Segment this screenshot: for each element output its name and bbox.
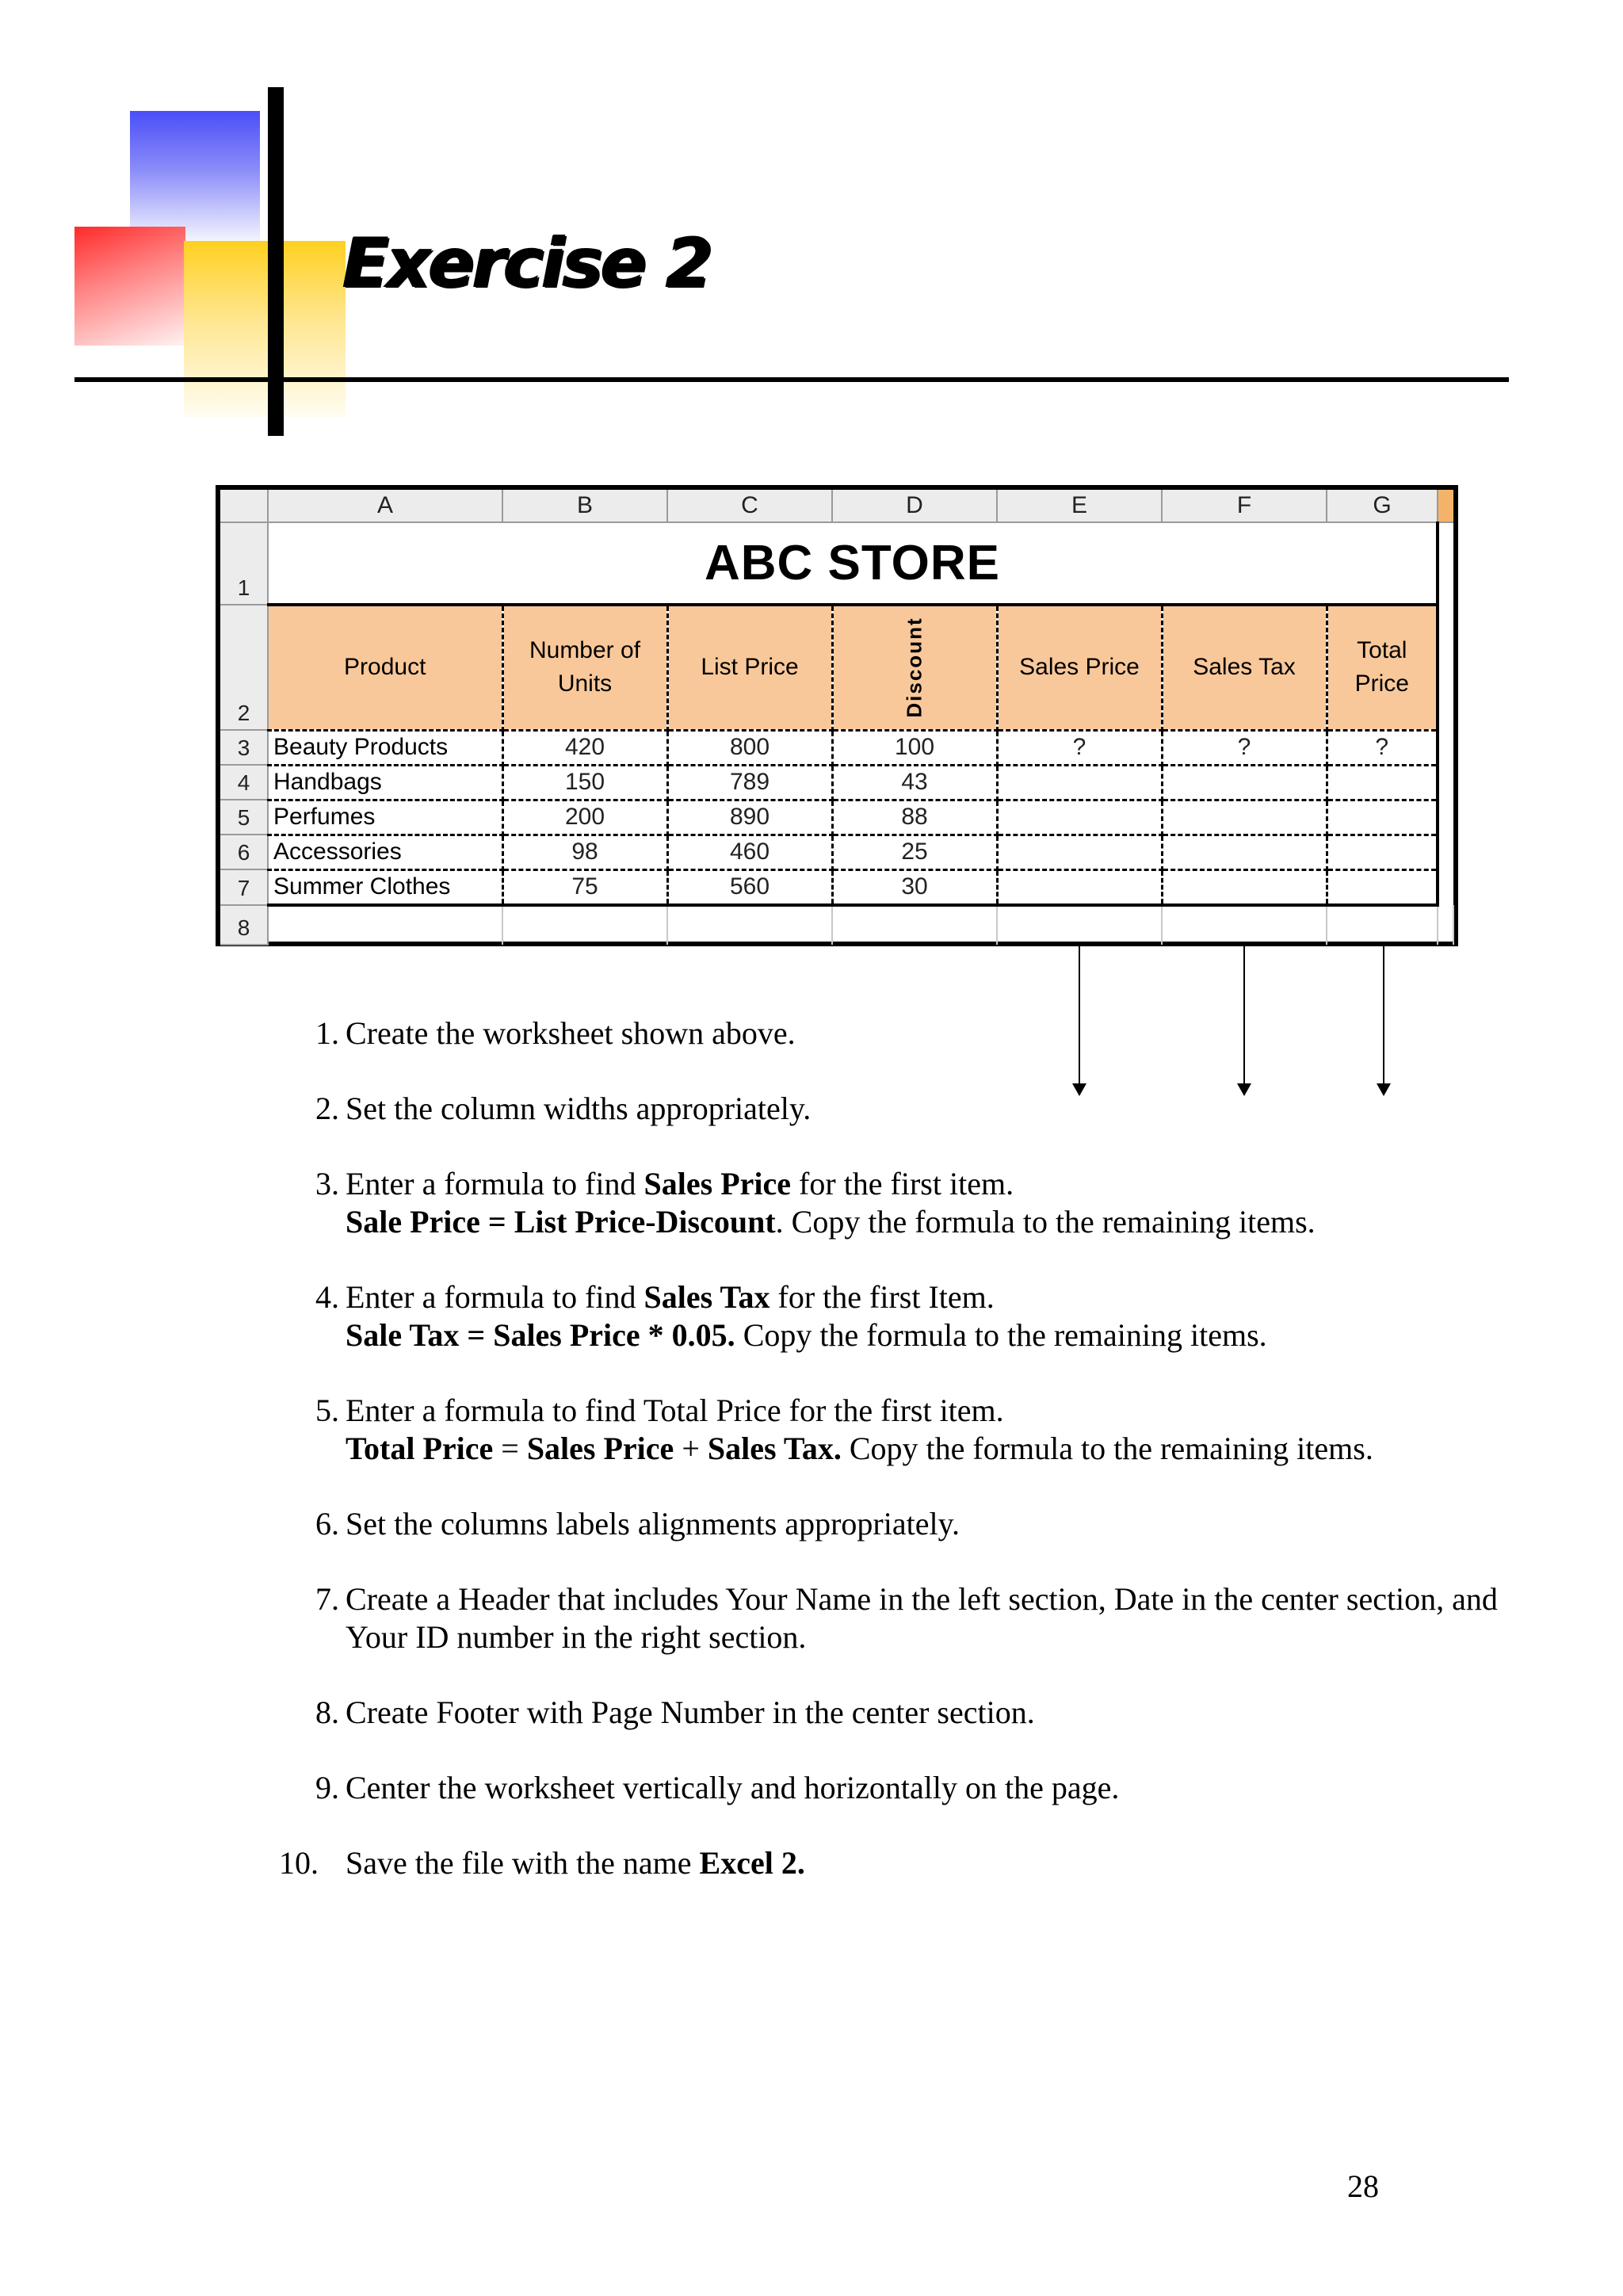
instruction-text: Enter a formula to find Total Price for the first item. [346,1392,1004,1428]
instruction-number: 4. [315,1279,339,1315]
instruction-item [295,1505,1531,1543]
instruction-text: Enter a formula to find [346,1279,644,1315]
decor-red-square [74,227,185,346]
instruction-number: 6. [315,1506,339,1541]
instruction-item [295,1694,1531,1732]
page-number: 28 [1347,2168,1379,2204]
instruction-number: 9. [315,1770,339,1805]
table-row [220,765,1453,800]
cell-product: Perfumes [268,800,502,835]
cell-list-price: 800 [667,730,832,765]
empty-cell [1327,905,1438,945]
empty-cell [502,905,667,945]
filler-cell [1438,835,1453,869]
instruction-emphasis: Sales Tax. [707,1431,842,1466]
cell-product: Beauty Products [268,730,502,765]
instruction-emphasis: Sale Tax = Sales Price * 0.05. [346,1317,735,1353]
instruction-text: for the first Item. [769,1279,995,1315]
instruction-number: 1. [315,1015,339,1051]
column-header-a: A [268,490,502,522]
cell-units: 75 [502,869,667,905]
instruction-text: Create a Header that includes Your Name in the left section, Date in the center section, and Your ID number in the right section. [346,1581,1498,1655]
cell-discount: 43 [832,765,997,800]
filler-cell [1438,605,1453,730]
filler-cell [1438,869,1453,905]
cell-sales-tax [1162,765,1327,800]
instruction-text: Copy the formula to the remaining items. [841,1431,1373,1466]
store-name: ABC STORE [268,522,1438,605]
row-number: 3 [220,730,268,765]
instruction-item [295,1392,1531,1468]
cell-total-price [1327,765,1438,800]
cell-list-price: 460 [667,835,832,869]
cell-sales-tax [1162,800,1327,835]
row-number: 6 [220,835,268,869]
header-product: Product [268,605,502,730]
instruction-text: . Copy the formula to the remaining items. [775,1204,1316,1240]
filler-cell [1438,522,1453,605]
row-number: 5 [220,800,268,835]
cell-sales-price [997,869,1162,905]
instruction-text: for the first item. [791,1166,1014,1201]
instruction-text: Center the worksheet vertically and horizontally on the page. [346,1770,1120,1805]
instruction-number: 8. [315,1694,339,1730]
header-total-price: Total Price [1327,605,1438,730]
instruction-item [295,1014,1531,1052]
instruction-list [279,1014,1531,1920]
instruction-text: Save the file with the name [346,1845,700,1881]
row-number: 4 [220,765,268,800]
column-header-c: C [667,490,832,522]
empty-cell [268,905,502,945]
cell-discount: 88 [832,800,997,835]
instruction-item [295,1165,1531,1241]
instruction-item [279,1844,1531,1882]
cell-total-price [1327,869,1438,905]
cell-total-price: ? [1327,730,1438,765]
sheet-corner [220,490,268,522]
cell-sales-price [997,800,1162,835]
column-header-f: F [1162,490,1327,522]
instruction-text: + [674,1431,708,1466]
header-sales-tax: Sales Tax [1162,605,1327,730]
filler-cell [1438,905,1453,945]
column-header-e: E [997,490,1162,522]
instruction-number: 5. [315,1392,339,1428]
decor-yellow-square [184,241,346,417]
cell-product: Accessories [268,835,502,869]
row-number: 8 [220,905,268,945]
cell-discount: 100 [832,730,997,765]
instruction-emphasis: Sales Price [643,1166,792,1201]
table-row [220,835,1453,869]
cell-discount: 30 [832,869,997,905]
instruction-number: 10. [279,1845,319,1881]
instruction-text: Set the columns labels alignments appropriately. [346,1506,960,1541]
instruction-number: 3. [315,1166,339,1201]
empty-cell [997,905,1162,945]
cell-sales-price [997,765,1162,800]
column-header-d: D [832,490,997,522]
row-number: 2 [220,605,268,730]
cell-sales-price [997,835,1162,869]
cell-sales-tax [1162,869,1327,905]
column-header-g: G [1327,490,1438,522]
table-row [220,800,1453,835]
cell-list-price: 560 [667,869,832,905]
instruction-emphasis: Sales Price [526,1431,674,1466]
page-title: Exercise 2 [342,223,711,303]
cell-list-price: 890 [667,800,832,835]
decor-blue-square [130,111,260,241]
instruction-emphasis: Sale Price = List Price-Discount [346,1204,776,1240]
row-2-headers [220,605,1453,730]
spreadsheet-image [216,485,1458,946]
scrollbar-stub [1438,490,1453,522]
instruction-text: = [493,1431,527,1466]
instruction-number: 7. [315,1581,339,1617]
instruction-text: Enter a formula to find [346,1166,644,1201]
cell-total-price [1327,800,1438,835]
cell-sales-price: ? [997,730,1162,765]
instruction-item [295,1580,1531,1656]
empty-cell [1162,905,1327,945]
instruction-text: Set the column widths appropriately. [346,1091,812,1126]
instruction-item [295,1090,1531,1128]
cell-units: 150 [502,765,667,800]
instruction-text: Create the worksheet shown above. [346,1015,796,1051]
filler-cell [1438,800,1453,835]
header-discount [832,605,997,730]
cell-product: Summer Clothes [268,869,502,905]
instruction-emphasis: Excel 2. [699,1845,805,1881]
filler-cell [1438,730,1453,765]
cell-units: 200 [502,800,667,835]
cell-discount: 25 [832,835,997,869]
row-number: 7 [220,869,268,905]
cell-sales-tax: ? [1162,730,1327,765]
instruction-text: Copy the formula to the remaining items. [735,1317,1267,1353]
instruction-item [295,1769,1531,1807]
cell-list-price: 789 [667,765,832,800]
title-rule [74,377,1509,382]
cell-total-price [1327,835,1438,869]
empty-cell [667,905,832,945]
filler-cell [1438,765,1453,800]
table-row [220,730,1453,765]
empty-cell [832,905,997,945]
row-8 [220,905,1453,945]
instruction-emphasis: Total Price [346,1431,494,1466]
row-1 [220,522,1453,605]
cell-sales-tax [1162,835,1327,869]
instruction-emphasis: Sales Tax [643,1279,770,1315]
decor-vertical-bar [268,87,284,436]
cell-units: 420 [502,730,667,765]
cell-product: Handbags [268,765,502,800]
instruction-item [295,1278,1531,1354]
header-sales-price: Sales Price [997,605,1162,730]
row-number: 1 [220,522,268,605]
header-list-price: List Price [667,605,832,730]
column-header-row [220,490,1453,522]
instruction-number: 2. [315,1091,339,1126]
cell-units: 98 [502,835,667,869]
header-discount-label: Discount [902,617,926,718]
column-header-b: B [502,490,667,522]
header-units: Number of Units [502,605,667,730]
instruction-text: Create Footer with Page Number in the center section. [346,1694,1035,1730]
table-row [220,869,1453,905]
